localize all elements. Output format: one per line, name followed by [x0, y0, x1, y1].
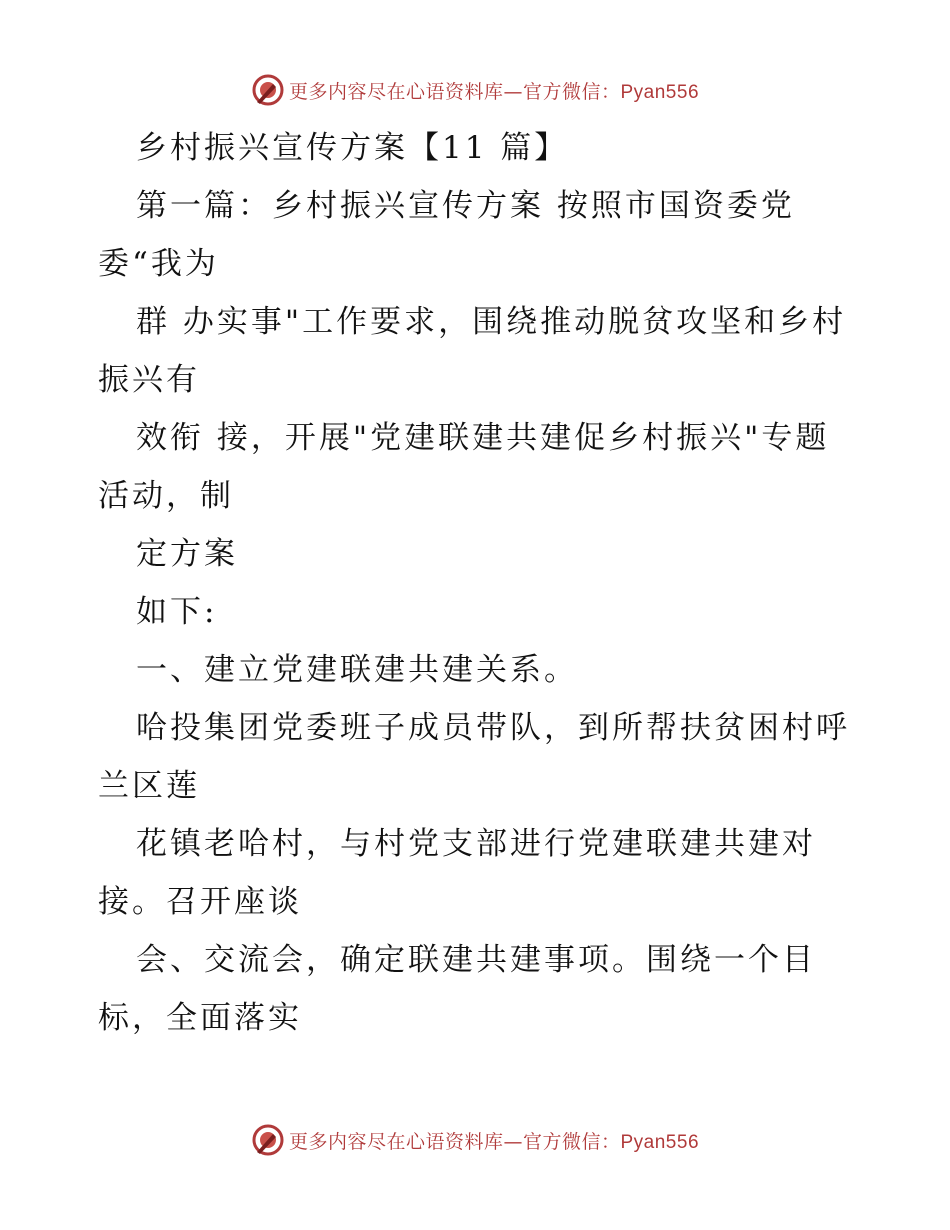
watermark-text: 更多内容尽在心语资料库—官方微信：Pyan556	[288, 80, 700, 103]
watermark-footer	[0, 1120, 950, 1160]
paragraph-line: 接。召开座谈	[98, 884, 302, 920]
paragraph-line: 委“我为	[98, 246, 219, 282]
paragraph-line: 花镇老哈村，与村党支部进行党建联建共建对	[136, 826, 816, 862]
paragraph-line: 兰区莲	[98, 768, 200, 804]
paragraph-line: 会、交流会，确定联建共建事项。围绕一个目	[136, 942, 816, 978]
paragraph-line: 振兴有	[98, 362, 200, 398]
paragraph-line: 如下:	[136, 594, 218, 630]
section-heading: 一、建立党建联建共建关系。	[136, 652, 578, 688]
paragraph-line: 标，全面落实	[98, 1000, 302, 1036]
paragraph-line: 活动，制	[98, 478, 234, 514]
paragraph-line: 效衔 接，开展"党建联建共建促乡村振兴"专题	[136, 420, 830, 456]
watermark-text: 更多内容尽在心语资料库—官方微信：Pyan556	[288, 1130, 700, 1153]
pen-circle-icon	[251, 73, 285, 107]
paragraph-line: 定方案	[136, 536, 238, 572]
paragraph-line: 群 办实事"工作要求，围绕推动脱贫攻坚和乡村	[136, 304, 847, 340]
watermark-header	[0, 70, 950, 110]
document-title: 乡村振兴宣传方案【11 篇】	[136, 130, 569, 166]
pen-circle-icon	[251, 1123, 285, 1157]
paragraph-line: 哈投集团党委班子成员带队，到所帮扶贫困村呼	[136, 710, 850, 746]
paragraph-line: 第一篇：乡村振兴宣传方案 按照市国资委党	[136, 188, 795, 224]
